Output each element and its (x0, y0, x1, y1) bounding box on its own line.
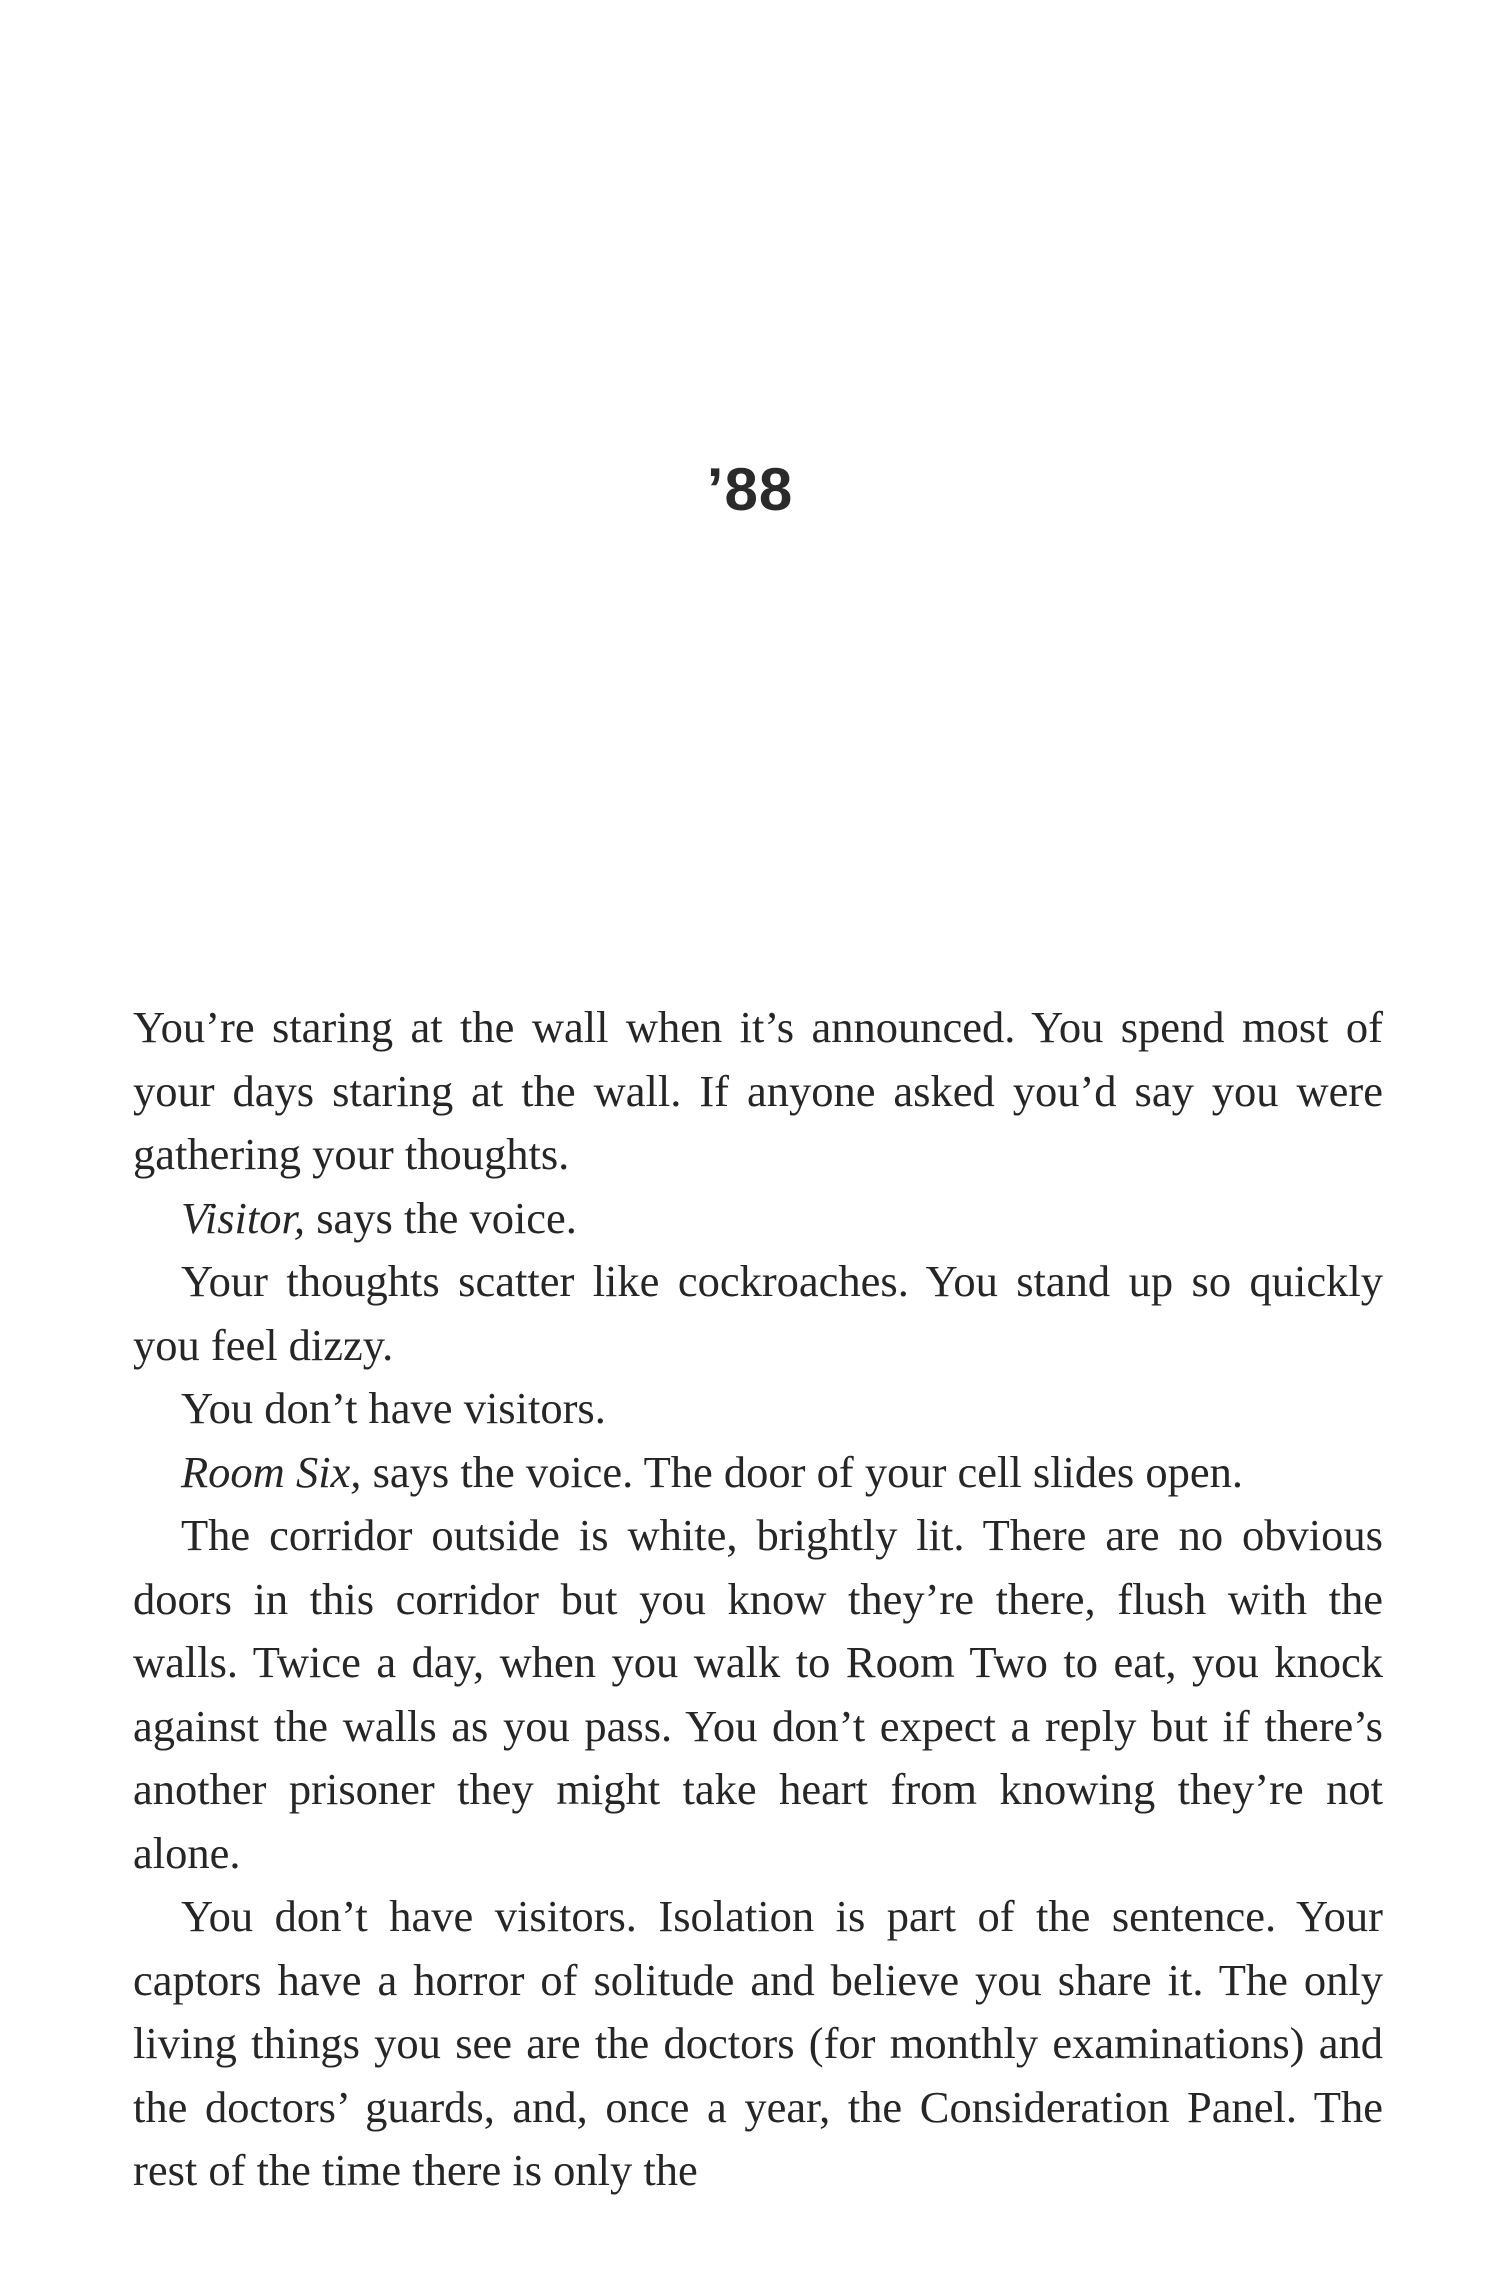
paragraph-text: Your thoughts scatter like cockroaches. You stand up so quickly you feel dizzy. (133, 1256, 1383, 1370)
paragraph-text: You don’t have visitors. (181, 1383, 606, 1433)
paragraph (133, 1441, 1383, 1505)
italic-text: Room Six, (181, 1446, 362, 1497)
paragraph (133, 1250, 1383, 1377)
paragraph (133, 1885, 1383, 2203)
paragraph-text: You don’t have visitors. Isolation is part of the sentence. Your captors have a horror of solitude and believe you share it. The only living things you see are the doctors (for monthly examinations) and the doctors’ guards, and, once a year, the Consideration Panel. The rest of the time there is only the (133, 1891, 1383, 2195)
body-text (133, 996, 1383, 2203)
paragraph-text: The corridor outside is white, brightly lit. There are no obvious doors in this corridor but you know they’re there, flush with the walls. Twice a day, when you walk to Room Two to eat, you knock against the walls as you pass. You don’t expect a reply but if there’s another prisoner they might take heart from knowing they’re not alone. (133, 1510, 1383, 1878)
paragraph-text: You’re staring at the wall when it’s announced. You spend most of your days staring at the wall. If anyone asked you’d say you were gathering your thoughts. (133, 1002, 1383, 1179)
paragraph (133, 996, 1383, 1187)
paragraph-text: says the voice. The door of your cell slides open. (361, 1446, 1243, 1497)
paragraph-text: says the voice. (305, 1192, 577, 1243)
chapter-title: ’88 (706, 456, 794, 523)
paragraph (133, 1504, 1383, 1885)
italic-text: Visitor, (181, 1192, 306, 1243)
paragraph (133, 1187, 1383, 1251)
paragraph (133, 1377, 1383, 1441)
